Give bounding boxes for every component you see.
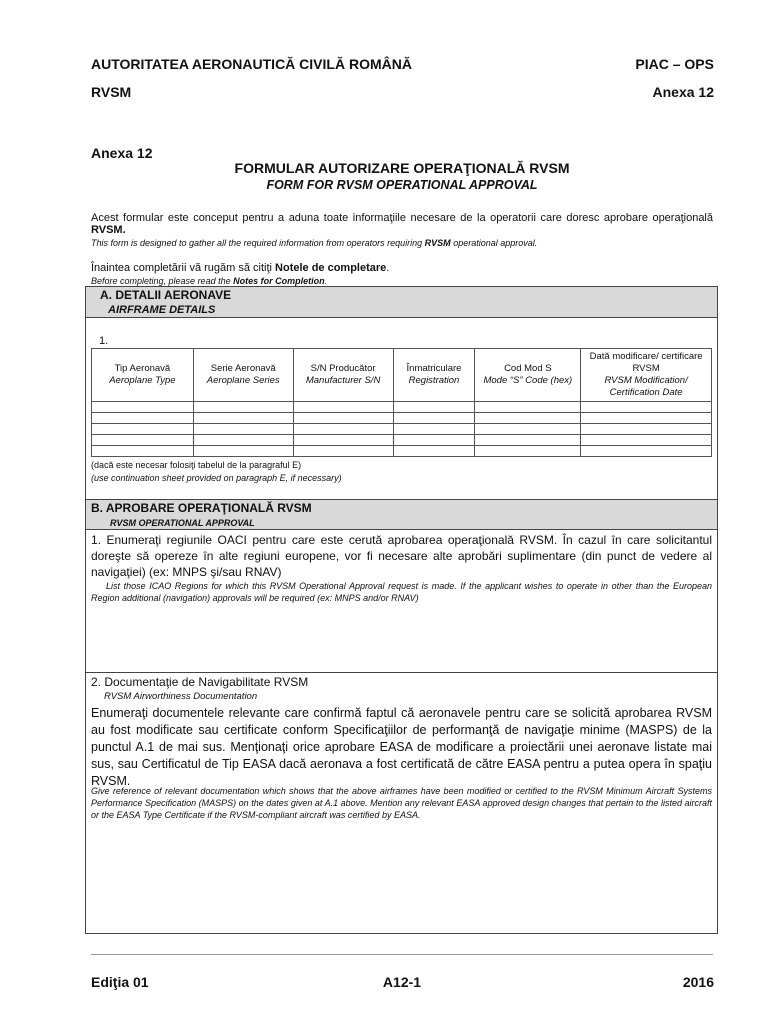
- section-b-subtitle: RVSM OPERATIONAL APPROVAL: [110, 518, 255, 528]
- section-name: RVSM: [91, 84, 132, 100]
- section-a-header: [85, 286, 718, 318]
- question-1-en: List those ICAO Regions for which this RVSM Operational Approval request is made. If the applicant wishes to operate in other than the European Region additional (navigation) approvals will be required (ex: MNPS and/or RNAV): [91, 581, 712, 603]
- footer-divider: [91, 954, 713, 955]
- airframe-table: [91, 348, 712, 457]
- authority-name: AUTORITATEA AERONAUTICĂ CIVILĂ ROMÂNĂ: [91, 56, 412, 72]
- section-b-question-2[interactable]: [85, 672, 718, 934]
- table-row[interactable]: [92, 402, 712, 413]
- intro-en: This form is designed to gather all the required information from operators requiring RVSM operational approval.: [91, 238, 538, 248]
- section-a-item-number: 1.: [99, 335, 109, 347]
- section-a-note-en: (use continuation sheet provided on paragraph E, if necessary): [91, 473, 342, 483]
- form-title-en: FORM FOR RVSM OPERATIONAL APPROVAL: [266, 178, 538, 192]
- table-header-row: [92, 349, 712, 402]
- notes-en: Before completing, please read the Notes for Completion.: [91, 276, 328, 286]
- column-header: Dată modificare/ certificare RVSM RVSM Modification/ Certification Date: [581, 349, 712, 402]
- column-header: Cod Mod S Mode “S” Code (hex): [475, 349, 581, 402]
- table-row[interactable]: [92, 424, 712, 435]
- document-code: PIAC – OPS: [635, 56, 714, 72]
- year-label: 2016: [682, 974, 714, 990]
- column-header: Înmatriculare Registration: [393, 349, 475, 402]
- section-a-note-ro: (dacă este necesar folosiţi tabelul de la paragraful E): [91, 460, 302, 470]
- section-b-title: B. APROBARE OPERAŢIONALĂ RVSM: [91, 501, 312, 515]
- column-header: S/N Producător Manufacturer S/N: [293, 349, 393, 402]
- column-header: Tip Aeronavă Aeroplane Type: [92, 349, 194, 402]
- section-a-title: A. DETALII AERONAVE: [100, 288, 232, 302]
- question-2-ro: Enumeraţi documentele relevante care confirmă faptul că aeronavele pentru care se solicită aprobarea RVSM au fost modificate sau certificate conform Specificaţiilor de performanţă de navigaţie minime (MASPS) de la punctul A.1 de mai sus. Menţionaţi orice aprobare EASA de modificare a proiectării unei aeronave listate mai sus, sau Certificatul de Tip EASA dacă aeronava a fost certificată de către EASA pentru a putea opera în spaţiu RVSM.: [91, 706, 712, 788]
- intro-ro: Acest formular este conceput pentru a aduna toate informaţiile necesare de la operatorii care doresc aprobare operaţională RVSM.: [91, 212, 713, 236]
- question-2-title: 2. Documentaţie de Navigabilitate RVSM: [91, 675, 309, 689]
- column-header: Serie Aeronavă Aeroplane Series: [193, 349, 293, 402]
- annex-heading: Anexa 12: [91, 145, 153, 161]
- page-number: A12-1: [382, 974, 422, 990]
- notes-ro: Înaintea completării vă rugăm să citiţi Notele de completare.: [91, 262, 390, 274]
- section-a-subtitle: AIRFRAME DETAILS: [108, 304, 216, 316]
- question-1-ro: 1. Enumeraţi regiunile OACI pentru care este cerută aprobarea operaţională RVSM. În cazul în care solicitantul doreşte să opereze în alte regiuni europene, vor fi necesare alte aprobări suplimentare (din punct de vedere al navigaţiei) (ex: MNPS şi/sau RNAV): [91, 533, 712, 579]
- edition-label: Ediţia 01: [91, 974, 149, 990]
- table-row[interactable]: [92, 446, 712, 457]
- table-row[interactable]: [92, 413, 712, 424]
- table-row[interactable]: [92, 435, 712, 446]
- form-title-ro: FORMULAR AUTORIZARE OPERAŢIONALĂ RVSM: [234, 160, 570, 176]
- question-2-subtitle: RVSM Airworthiness Documentation: [104, 691, 258, 702]
- annex-label: Anexa 12: [652, 84, 714, 100]
- section-b-question-1[interactable]: [85, 529, 718, 673]
- section-b-header: [85, 499, 718, 530]
- question-2-en: Give reference of relevant documentation which shows that the above airframes have been modified or certified to the RVSM Minimum Aircraft Systems Performance Specification (MASPS) on the dates given at A.1 above. Mention any relevant EASA approved design changes that pertain to the listed aircraft or the EASA Type Certificate if the RVSM-compliant aircraft was certified by EASA.: [91, 786, 712, 820]
